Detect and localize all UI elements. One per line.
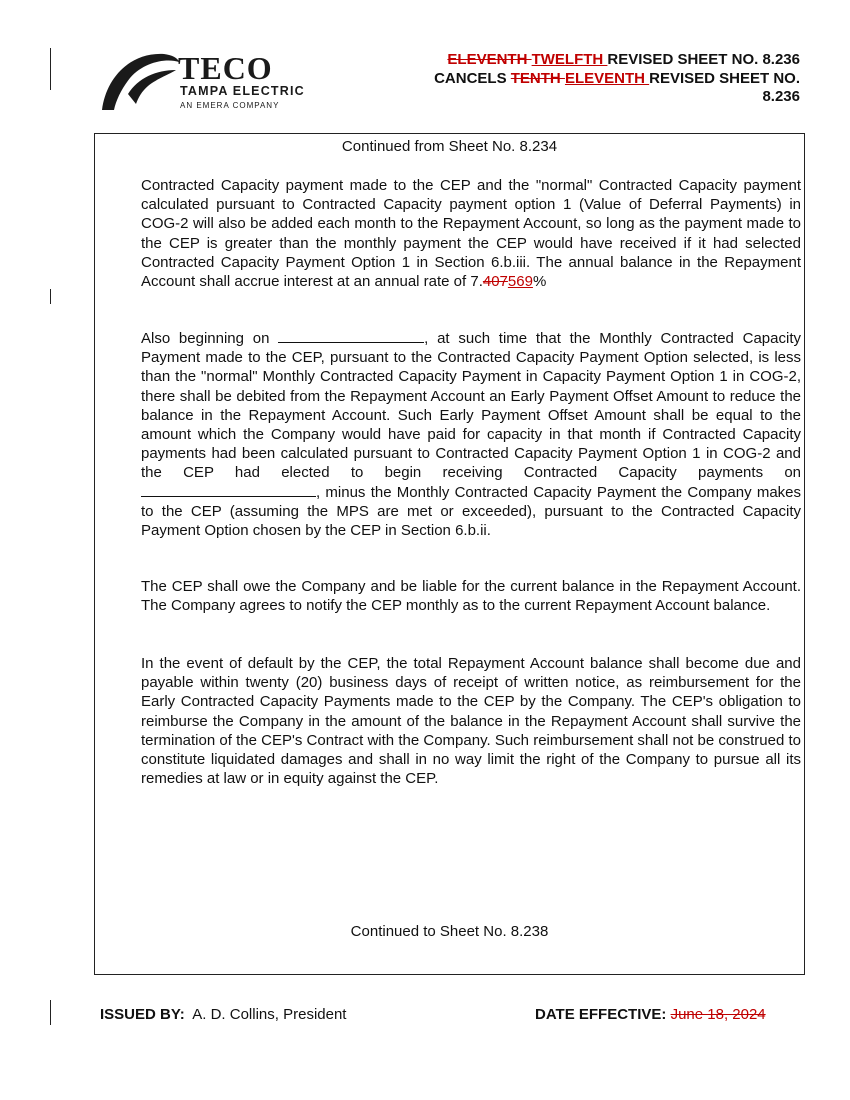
header-text: REVISED SHEET NO.	[649, 69, 800, 87]
change-bar	[50, 1000, 51, 1025]
inserted-text: ELEVENTH	[564, 69, 650, 87]
logo-tagline: AN EMERA COMPANY	[180, 101, 280, 110]
date-blank-line	[141, 483, 316, 497]
header-text: REVISED SHEET NO. 8.236	[607, 51, 800, 68]
paragraph-3: The CEP shall owe the Company and be liable for the current balance in the Repayment Account. The Company agrees to notify the CEP monthly as to the current Repayment Account balance.	[141, 578, 801, 615]
logo-subtitle: TAMPA ELECTRIC	[180, 84, 305, 98]
issued-by-label: ISSUED BY:	[100, 1006, 185, 1023]
header-line-1	[360, 51, 800, 70]
paragraph-text: %	[532, 273, 547, 291]
date-effective	[535, 1006, 766, 1023]
change-bar	[50, 48, 51, 90]
deleted-text: TENTH	[510, 69, 565, 87]
header-line-2	[360, 70, 800, 89]
change-bar	[50, 289, 51, 304]
inserted-rate: 569	[507, 273, 533, 291]
teco-logo	[100, 48, 340, 114]
paragraph-text: , at such time that the Monthly Contracted Capacity Payment made to the CEP, pursuant to the Contracted Capacity Payment Option selected, is less than the "normal" Monthly Contracted Capacity Payment in Capacity Payment Option 1 in COG-2, there shall be debited from the Repayment Account an Early Payment Offset Amount to reduce the balance in the Repayment Account. Such Early Payment Offset Amount shall be equal to the amount which the Company would have paid for capacity in that month if Contracted Capacity payments had been calculated pursuant to Contracted Capacity Payment Option 1 in COG-2 and the CEP had elected to begin receiving Contracted Capacity payments on	[141, 330, 801, 482]
deleted-rate: 407	[482, 273, 508, 291]
sheet-header	[360, 51, 800, 107]
continued-from: Continued from Sheet No. 8.234	[341, 138, 558, 155]
header-line-3: 8.236	[762, 88, 800, 105]
logo-wordmark: TECO	[178, 50, 273, 86]
tariff-content-box	[94, 133, 805, 975]
continued-to: Continued to Sheet No. 8.238	[350, 923, 549, 940]
date-effective-deleted: June 18, 2024	[670, 1006, 766, 1023]
paragraph-4: In the event of default by the CEP, the total Repayment Account balance shall become due and payable within twenty (20) business days of receipt of written notice, as reimbursement for the Early Contracted Capacity Payments made to the CEP by the Company. The CEP's obligation to reimburse the Company in the amount of the balance in the Repayment Account shall survive the termination of the CEP's Contract with the Company. Such reimbursement shall not be construed to constitute liquidated damages and shall in no way limit the right of the Company to pursue all its remedies at law or in equity against the CEP.	[141, 655, 801, 788]
paragraph-2	[141, 329, 801, 540]
date-blank-line	[278, 329, 424, 343]
paragraph-text: , minus the Monthly Contracted Capacity Payment the Company makes to the CEP (assuming the MPS are met or exceeded), pursuant to the Contracted Capacity Payment Option chosen by the CEP in Section 6.b.ii.	[141, 483, 801, 540]
date-effective-label: DATE EFFECTIVE:	[535, 1006, 667, 1023]
issued-by	[100, 1006, 346, 1023]
issued-by-value: A. D. Collins, President	[192, 1006, 347, 1023]
paragraph-text: Contracted Capacity payment made to the CEP and the "normal" Contracted Capacity payment calculated pursuant to Contracted Capacity payment option 1 (Value of Deferral Payments) in COG-2 will also be added each month to the Repayment Account, so long as the payment made to the CEP is greater than the monthly payment the CEP would have received if it had selected Contracted Capacity Payment Option 1 in Section 6.b.iii. The annual balance in the Repayment Account shall accrue interest at an annual rate of 7.	[141, 177, 801, 291]
deleted-text: ELEVENTH	[447, 51, 532, 68]
header-text: CANCELS	[434, 69, 511, 87]
paragraph-text: Also beginning on	[141, 330, 279, 347]
teco-swoosh-icon	[100, 48, 180, 114]
paragraph-1	[141, 176, 801, 291]
inserted-text: TWELFTH	[531, 51, 608, 68]
